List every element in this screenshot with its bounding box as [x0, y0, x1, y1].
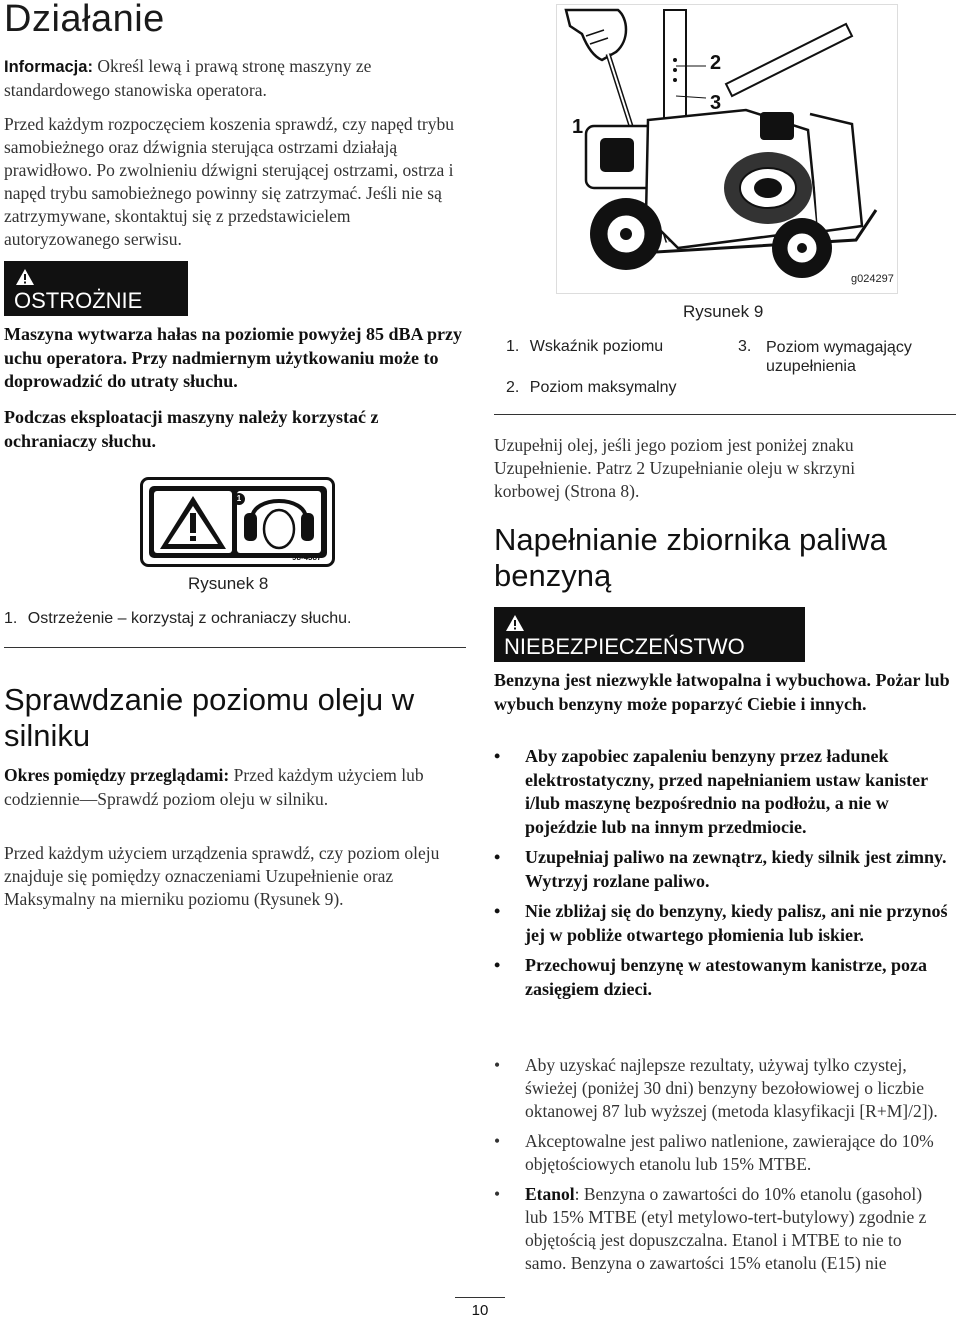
- danger-bullet-list: [494, 745, 954, 1008]
- figure-8-code: 98-4387: [292, 553, 322, 562]
- figure-8-legend-text: Ostrzeżenie – korzystaj z ochraniaczy słuchu.: [27, 610, 352, 627]
- figure-8-legend-number: 1.: [4, 610, 18, 627]
- figure-8-divider: [4, 647, 466, 648]
- figure-9-divider: [494, 414, 956, 415]
- danger-bullet-text: Uzupełniaj paliwo na zewnątrz, kiedy silnik jest zimny. Wytrzyj rozlane paliwo.: [525, 847, 947, 891]
- fuel-bullet-bold: Etanol: [525, 1184, 575, 1204]
- danger-bullet-text: Nie zbliżaj się do benzyny, kiedy palisz, ani nie przynoś jej w pobliże otwartego płomienia lub iskier.: [525, 901, 948, 945]
- info-text: Określ lewą i prawą stronę maszyny ze standardowego stanowiska operatora.: [4, 56, 372, 100]
- warning-triangle-icon: [15, 268, 35, 286]
- figure-9-caption: Rysunek 9: [683, 302, 764, 321]
- caution-header: [4, 261, 188, 316]
- page-number-rule: [455, 1297, 505, 1298]
- legend-3-number: 3.: [738, 338, 752, 355]
- oil-refill-paragraph: Uzupełnij olej, jeśli jego poziom jest poniżej znaku Uzupełnienie. Patrz 2 Uzupełnianie oleju w skrzyni korbowej (Strona 8).: [494, 435, 856, 501]
- fuel-bullet-item: • Akceptowalne jest paliwo natlenione, zawierające do 10% objętościowych etanolu lub 15% MTBE.: [494, 1131, 934, 1174]
- danger-bullet-item: • Aby zapobiec zapaleniu benzyny przez ładunek elektrostatyczny, przed napełnianiem ustaw kanister i/lub maszynę bezpośrednio na podłożu, a nie w pojeździe lub na innym przedmiocie.: [494, 746, 928, 837]
- service-interval-text: Przed każdym użyciem lub codziennie—Sprawdź poziom oleju w silniku.: [4, 765, 424, 809]
- figure-9-callout-2: 2: [710, 52, 722, 74]
- figure-9-callout-3: 3: [710, 92, 722, 114]
- danger-bullet-item: • Nie zbliżaj się do benzyny, kiedy palisz, ani nie przynoś jej w pobliże otwartego płomienia lub iskier.: [494, 901, 948, 945]
- danger-triangle-icon: [505, 614, 525, 632]
- service-interval-label: Okres pomiędzy przeglądami:: [4, 765, 230, 785]
- danger-bullet-text: Aby zapobiec zapaleniu benzyny przez ładunek elektrostatyczny, przed napełnianiem ustaw kanister i/lub maszynę bezpośrednio na podłożu, a nie w pojeździe lub na innym przedmiocie.: [525, 746, 928, 837]
- legend-2-number: 2.: [506, 379, 520, 396]
- figure-8-legend: [4, 610, 351, 628]
- info-label: Informacja:: [4, 58, 93, 76]
- danger-bullet-text: Przechowuj benzynę w atestowanym kanistrze, poza zasięgiem dzieci.: [525, 955, 927, 999]
- danger-bullet-item: • Przechowuj benzynę w atestowanym kanistrze, poza zasięgiem dzieci.: [494, 955, 927, 999]
- fuel-bullet-text: : Benzyna o zawartości do 10% etanolu (gasohol) lub 15% MTBE (etyl metylowo-tert-butylowy) zgodnie z objętością jest dopuszczalna. Etanol i MTBE to nie to samo. Benzyna o zawartości 15% etanolu (E15) nie: [525, 1184, 927, 1273]
- figure-8-decal: [140, 477, 335, 567]
- danger-intro: Benzyna jest niezwykle łatwopalna i wybuchowa. Pożar lub wybuch benzyny może poparzyć Ciebie i innych.: [494, 670, 950, 714]
- fuel-bullet-text: Akceptowalne jest paliwo natlenione, zawierające do 10% objętościowych etanolu lub 15% MTBE.: [525, 1131, 934, 1174]
- info-note: [4, 55, 454, 102]
- figure-9-legend-2: [506, 379, 716, 397]
- figure-9-callout-1: 1: [572, 116, 584, 138]
- page-title: Działanie: [4, 0, 165, 40]
- danger-bullet-item: • Uzupełniaj paliwo na zewnątrz, kiedy silnik jest zimny. Wytrzyj rozlane paliwo.: [494, 847, 947, 891]
- fuel-bullet-text: Aby uzyskać najlepsze rezultaty, używaj tylko czystej, świeżej (poniżej 30 dni) benzyny bezołowiowej o liczbie oktanowej 87 lub wyższej (metoda klasyfikacji [R+M]/2]).: [525, 1055, 938, 1121]
- figure-9-legend-3: [738, 338, 938, 376]
- caution-text-2: Podczas eksploatacji maszyny należy korzystać z ochraniaczy słuchu.: [4, 407, 379, 451]
- legend-2-text: Poziom maksymalny: [529, 379, 677, 396]
- legend-3-text: Poziom wymagający uzupełnienia: [766, 339, 912, 375]
- fuel-bullet-item: • Aby uzyskać najlepsze rezultaty, używaj tylko czystej, świeżej (poniżej 30 dni) benzyny bezołowiowej o liczbie oktanowej 87 lub wyższej (metoda klasyfikacji [R+M]/2]).: [494, 1055, 938, 1121]
- service-interval: [4, 764, 464, 811]
- figure-9-code: g024297: [851, 273, 894, 285]
- page-number: 10: [471, 1302, 489, 1319]
- caution-label: OSTROŻNIE: [14, 288, 143, 313]
- fuel-bullet-list: [494, 1054, 960, 1282]
- figure-8-callout: 1: [236, 494, 242, 503]
- legend-1-number: 1.: [506, 338, 520, 355]
- danger-label: NIEBEZPIECZEŃSTWO: [504, 634, 745, 659]
- caution-text-1: Maszyna wytwarza hałas na poziomie powyżej 85 dBA przy uchu operatora. Przy nadmiernym użytkowaniu może to doprowadzić do utraty słuchu.: [4, 324, 462, 391]
- legend-1-text: Wskaźnik poziomu: [529, 338, 664, 355]
- dipstick-engine-illustration: [556, 4, 898, 294]
- danger-header: [494, 607, 805, 662]
- oil-check-paragraph: Przed każdym użyciem urządzenia sprawdź, czy poziom oleju znajduje się pomiędzy oznaczeniami Uzupełnienie oraz Maksymalny na mierniku poziomu (Rysunek 9).: [4, 843, 440, 909]
- section-title-oil-check: Sprawdzanie poziomu oleju w silniku: [4, 682, 415, 753]
- figure-8-caption: Rysunek 8: [188, 574, 269, 593]
- intro-paragraph: Przed każdym rozpoczęciem koszenia sprawdź, czy napęd trybu samobieżnego oraz dźwignia sterująca ostrzami działają prawidłowo. Po zwolnieniu dźwigni sterującej ostrzami, ostrza i napęd trybu samobieżnego powinny się zatrzymać. Jeśli nie są zatrzymywane, skontaktuj się z przedstawicielem autoryzowanego serwisu.: [4, 114, 454, 249]
- section-title-fuel: Napełnianie zbiornika paliwa benzyną: [494, 522, 887, 593]
- figure-9-illustration: [556, 4, 898, 294]
- fuel-bullet-item: • Etanol: Benzyna o zawartości do 10% etanolu (gasohol) lub 15% MTBE (etyl metylowo-tert-butylowy) zgodnie z objętością jest dopuszczalna. Etanol i MTBE to nie to samo. Benzyna o zawartości 15% etanolu (E15) nie: [494, 1184, 927, 1273]
- figure-9-legend-1: [506, 338, 716, 356]
